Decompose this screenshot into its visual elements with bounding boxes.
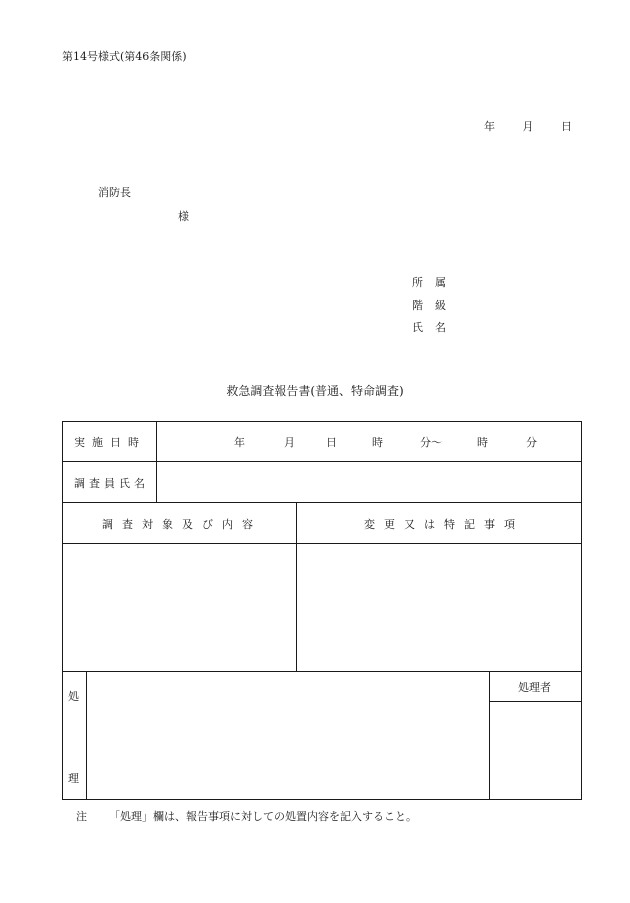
processor-column-divider xyxy=(489,671,490,799)
datetime-minute-from-label: 分〜 xyxy=(420,436,442,449)
report-table xyxy=(62,421,582,800)
table-border-left xyxy=(62,421,63,800)
sender-rank-label: 階級 xyxy=(412,299,458,312)
middle-column-divider xyxy=(296,502,297,671)
datetime-day-label: 日 xyxy=(326,436,337,449)
date-month-label: 月 xyxy=(522,120,534,133)
investigator-name-label: 調査員氏名 xyxy=(74,477,149,490)
sender-affiliation-label: 所属 xyxy=(412,276,458,289)
date-year-label: 年 xyxy=(484,120,495,133)
datetime-year-label: 年 xyxy=(234,436,245,449)
label-column-divider xyxy=(156,421,157,502)
processing-label-divider xyxy=(86,671,87,799)
form-number: 第14号様式(第46条関係) xyxy=(62,50,187,63)
footnote-mark: 注 xyxy=(76,810,87,823)
footnote xyxy=(76,808,417,824)
datetime-minute-to-label: 分 xyxy=(526,436,537,449)
table-row-divider xyxy=(62,461,582,462)
footnote-text: 「処理」欄は、報告事項に対しての処置内容を記入すること。 xyxy=(109,810,417,823)
table-border-top xyxy=(62,421,582,422)
processor-divider xyxy=(489,701,582,702)
processing-label-top: 処 xyxy=(68,690,79,703)
table-row-divider xyxy=(62,671,582,672)
table-row-divider xyxy=(62,502,582,503)
datetime-hour-to-label: 時 xyxy=(477,436,488,449)
sender-name-label: 氏名 xyxy=(412,321,458,334)
table-row-divider xyxy=(62,543,582,544)
date-day-label: 日 xyxy=(561,120,572,133)
changes-notes-header: 変更又は特記事項 xyxy=(364,518,524,531)
addressee-title: 消防長 xyxy=(98,186,131,199)
table-border-right xyxy=(581,421,582,800)
table-border-bottom xyxy=(62,799,582,800)
document-title: 救急調査報告書(普通、特命調査) xyxy=(226,384,404,398)
datetime-month-label: 月 xyxy=(284,436,295,449)
date-line xyxy=(484,118,572,134)
processor-label: 処理者 xyxy=(518,681,551,694)
processing-label-bottom: 理 xyxy=(68,772,79,785)
investigation-subject-header: 調査対象及び内容 xyxy=(102,518,262,531)
implementation-datetime-label: 実施日時 xyxy=(74,436,146,449)
datetime-hour-label: 時 xyxy=(372,436,383,449)
addressee-honorific: 様 xyxy=(178,210,189,223)
